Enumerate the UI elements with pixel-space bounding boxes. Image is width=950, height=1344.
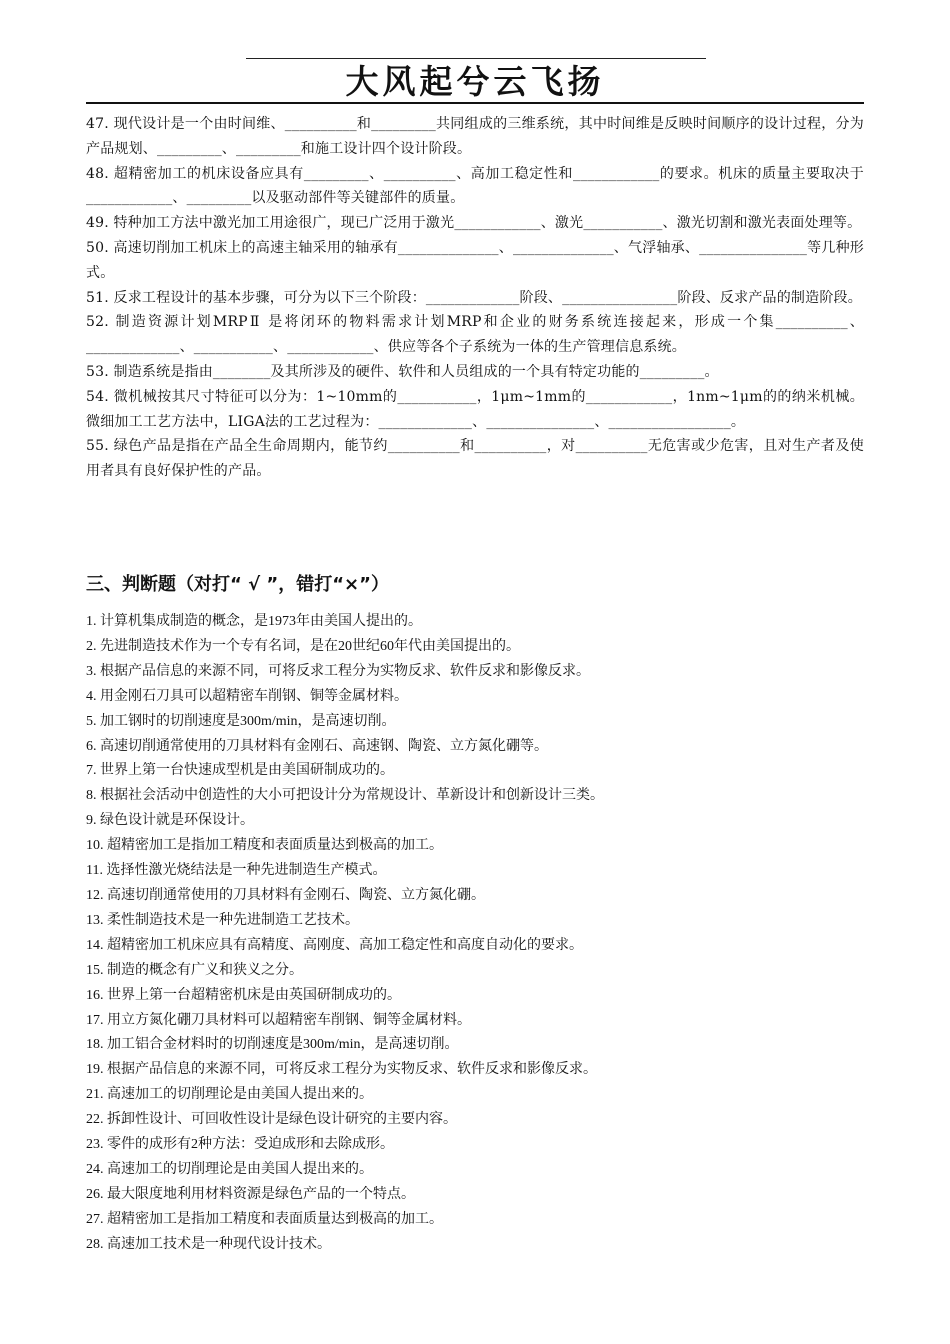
- question-52: 52. 制造资源计划MRPⅡ 是将闭环的物料需求计划MRP和企业的财务系统连接起来，形成一个集__________、_____________、___________、____________、供应等各个子系统为一体的生产管理信息系统。: [86, 314, 864, 356]
- judgment-item: 4. 用金刚石刀具可以超精密车削钢、铜等金属材料。: [86, 688, 408, 704]
- question-49: 49. 特种加工方法中激光加工用途很广，现已广泛用于激光____________、激光___________、激光切割和激光表面处理等。: [86, 215, 862, 232]
- judgment-item: 2. 先进制造技术作为一个专有名词，是在20世纪60年代由美国提出的。: [86, 638, 520, 654]
- judgment-item: 12. 高速切削通常使用的刀具材料有金刚石、陶瓷、立方氮化硼。: [86, 887, 485, 903]
- judgment-item: 19. 根据产品信息的来源不同，可将反求工程分为实物反求、软件反求和影像反求。: [86, 1062, 597, 1078]
- question-54: 54. 微机械按其尺寸特征可以分为：1~10mm的___________，1μm~1mm的____________，1nm~1μm的的纳米机械。微细加工工艺方法中，LIGA法的工艺过程为：_____________、_______________、_________________。: [86, 388, 864, 430]
- judgment-item: 11. 选择性激光烧结法是一种先进制造生产模式。: [86, 863, 387, 879]
- section-title-judgment: 三、判断题（对打“ √ ”，错打“×”）: [86, 574, 389, 595]
- judgment-item: 22. 拆卸性设计、可回收性设计是绿色设计研究的主要内容。: [86, 1112, 457, 1128]
- judgment-item: 17. 用立方氮化硼刀具材料可以超精密车削钢、铜等金属材料。: [86, 1012, 471, 1028]
- judgment-item: 1. 计算机集成制造的概念，是1973年由美国人提出的。: [86, 614, 422, 629]
- judgment-item: 23. 零件的成形有2种方法：受迫成形和去除成形。: [86, 1137, 394, 1153]
- question-50: 50. 高速切削加工机床上的高速主轴采用的轴承有______________、______________、气浮轴承、_______________等几种形式。: [86, 239, 864, 281]
- judgment-item: 16. 世界上第一台超精密机床是由英国研制成功的。: [86, 987, 401, 1003]
- judgment-item: 10. 超精密加工是指加工精度和表面质量达到极高的加工。: [86, 838, 443, 854]
- judgment-item: 8. 根据社会活动中创造性的大小可把设计分为常规设计、革新设计和创新设计三类。: [86, 788, 604, 804]
- question-55: 55. 绿色产品是指在产品全生命周期内，能节约__________和__________，对__________无危害或少危害，且对生产者及使用者具有良好保护性的产品。: [86, 438, 864, 480]
- judgment-item: 27. 超精密加工是指加工精度和表面质量达到极高的加工。: [86, 1211, 443, 1227]
- judgment-item: 6. 高速切削通常使用的刀具材料有金刚石、高速钢、陶瓷、立方氮化硼等。: [86, 738, 548, 754]
- judgment-item: 24. 高速加工的切削理论是由美国人提出来的。: [86, 1161, 373, 1177]
- page-banner: 大风起兮云飞扬: [86, 62, 864, 104]
- header-rule: [246, 58, 706, 59]
- judgment-item: 13. 柔性制造技术是一种先进制造工艺技术。: [86, 912, 359, 928]
- judgment-item: 28. 高速加工技术是一种现代设计技术。: [86, 1236, 331, 1252]
- question-51: 51. 反求工程设计的基本步骤，可分为以下三个阶段：_____________阶段、________________阶段、反求产品的制造阶段。: [86, 289, 862, 306]
- question-48: 48. 超精密加工的机床设备应具有_________、__________、高加工稳定性和____________的要求。机床的质量主要取决于____________、_________以及驱动部件等关键部件的质量。: [86, 165, 864, 207]
- judgment-item: 3. 根据产品信息的来源不同，可将反求工程分为实物反求、软件反求和影像反求。: [86, 663, 590, 679]
- judgment-item: 15. 制造的概念有广义和狭义之分。: [86, 962, 303, 978]
- judgment-item: 7. 世界上第一台快速成型机是由美国研制成功的。: [86, 763, 394, 779]
- judgment-item: 5. 加工钢时的切削速度是300m/min，是高速切削。: [86, 713, 396, 729]
- question-53: 53. 制造系统是指由________及其所涉及的硬件、软件和人员组成的一个具有特定功能的_________。: [86, 363, 719, 380]
- judgment-item: 18. 加工铝合金材料时的切削速度是300m/min，是高速切削。: [86, 1037, 459, 1053]
- judgment-item: 14. 超精密加工机床应具有高精度、高刚度、高加工稳定性和高度自动化的要求。: [86, 937, 583, 953]
- judgment-item: 21. 高速加工的切削理论是由美国人提出来的。: [86, 1087, 373, 1103]
- question-47: 47. 现代设计是一个由时间维、__________和_________共同组成的三维系统，其中时间维是反映时间顺序的设计过程，分为产品规划、_________、_________和施工设计四个设计阶段。: [86, 116, 864, 157]
- fill-in-questions: [86, 112, 864, 484]
- judgment-list: [86, 610, 864, 1258]
- judgment-item: 26. 最大限度地利用材料资源是绿色产品的一个特点。: [86, 1186, 415, 1202]
- judgment-item: 9. 绿色设计就是环保设计。: [86, 813, 254, 829]
